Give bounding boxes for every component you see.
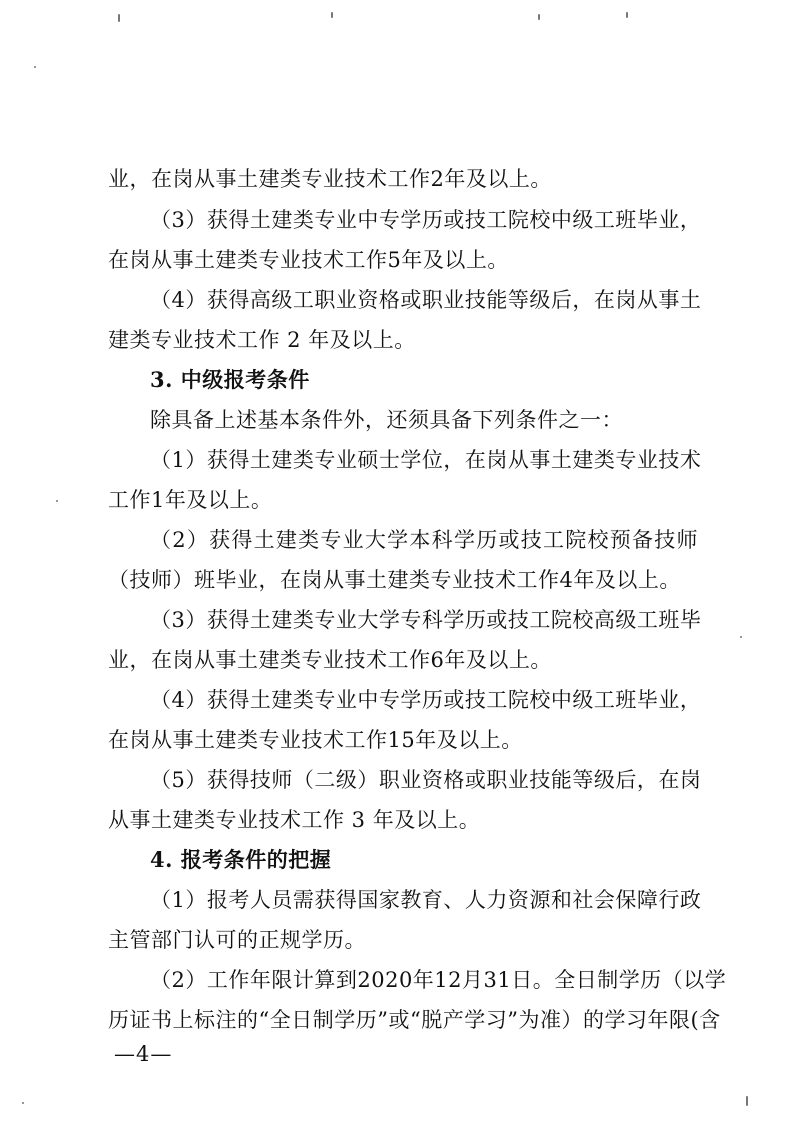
section-heading: 4. 报考条件的把握 [150,847,332,872]
body-line: 主管部门认可的正规学历。 [108,928,366,952]
body-line: （5）获得技师（二级）职业资格或职业技能等级后，在岗 [150,768,702,792]
body-line: 除具备上述基本条件外，还须具备下列条件之一： [150,408,623,432]
body-line: 在岗从事土建类专业技术工作5年及以上。 [108,248,509,272]
scan-speck [331,12,333,18]
body-line: （技师）班毕业，在岗从事土建类专业技术工作4年及以上。 [108,568,681,592]
body-line: （1）获得土建类专业硕士学位，在岗从事土建类专业技术 [150,448,702,472]
body-line: （2）获得土建类专业大学本科学历或技工院校预备技师 [150,528,698,552]
body-line: 在岗从事土建类专业技术工作15年及以上。 [108,728,523,752]
scan-speck [740,636,742,638]
body-line: 历证书上标注的“全日制学历”或“脱产学习”为准）的学习年限(含 [108,1008,721,1032]
body-line: （4）获得土建类专业中专学历或技工院校中级工班毕业， [150,688,702,712]
scan-speck [746,1096,748,1106]
body-line: （4）获得高级工职业资格或职业技能等级后，在岗从事土 [150,288,702,312]
scan-speck [34,66,36,68]
scan-speck [22,1102,24,1104]
body-line: 工作1年及以上。 [108,488,273,512]
scan-speck [626,12,628,18]
scan-speck [538,14,540,20]
scan-speck [56,500,58,502]
body-line: （2）工作年限计算到2020年12月31日。全日制学历（以学 [150,968,727,992]
body-line: 业，在岗从事土建类专业技术工作2年及以上。 [108,167,552,191]
body-line: 业，在岗从事土建类专业技术工作6年及以上。 [108,648,552,672]
body-line: （1）报考人员需获得国家教育、人力资源和社会保障行政 [150,888,702,912]
body-line: （3）获得土建类专业中专学历或技工院校中级工班毕业， [150,208,702,232]
body-line: 建类专业技术工作 2 年及以上。 [108,328,416,352]
section-heading: 3. 中级报考条件 [150,367,310,392]
scan-speck [118,14,120,22]
body-line: （3）获得土建类专业大学专科学历或技工院校高级工班毕 [150,608,702,632]
body-line: 从事土建类专业技术工作 3 年及以上。 [108,808,481,832]
page-number: —4— [114,1042,173,1066]
